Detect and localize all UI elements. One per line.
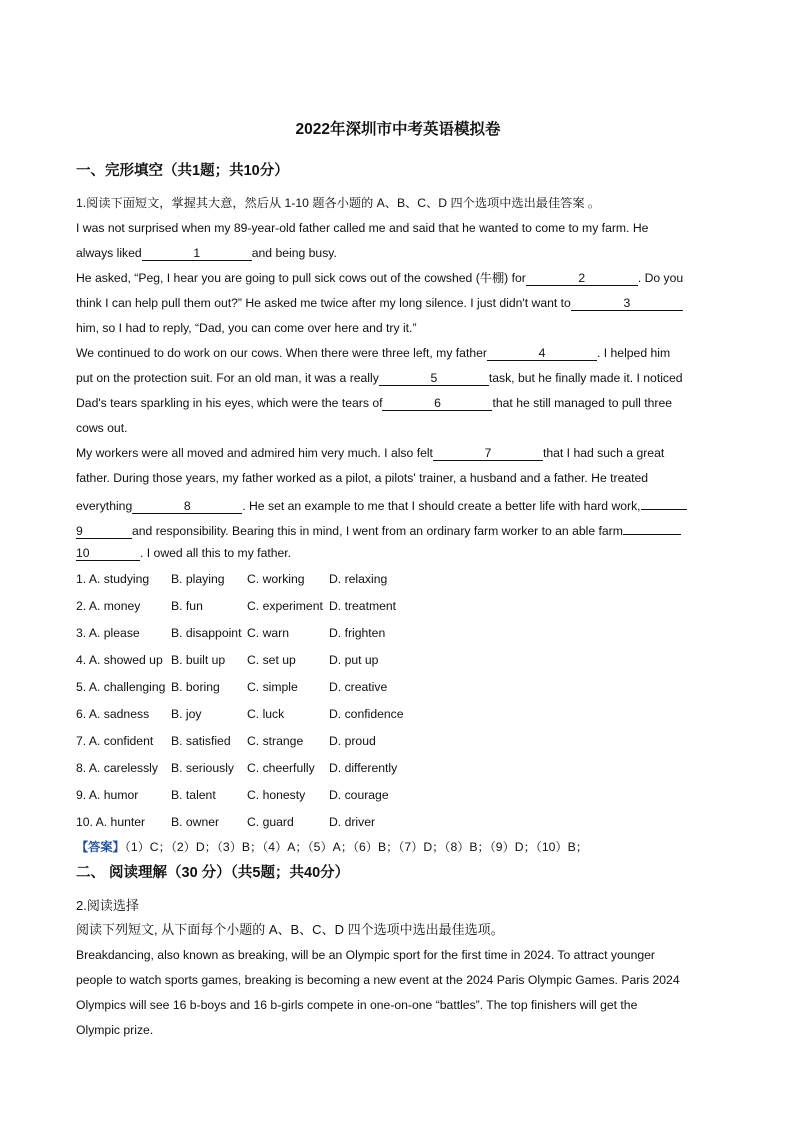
option-choice: 1. A. studying — [76, 572, 150, 586]
option-choice: C. luck — [247, 707, 285, 721]
option-choice: B. fun — [171, 599, 203, 613]
section-heading-reading: 二、 阅读理解（30 分）（共5题；共40分） — [76, 865, 350, 881]
text: We continued to do work on our cows. When there were three left, my father — [76, 346, 487, 360]
option-choice: 4. A. showed up — [76, 653, 163, 667]
blank-9-start — [641, 495, 687, 510]
blank-6: 6 — [382, 396, 492, 411]
option-choice: 3. A. please — [76, 626, 140, 640]
option-choice: D. treatment — [329, 599, 397, 613]
text: and responsibility. Bearing this in mind, I went from an ordinary farm worker to an able farm — [132, 524, 623, 538]
blank-2: 2 — [526, 271, 638, 286]
passage-line: father. During those years, my father worked as a pilot, a pilots' trainer, a husband and a father. He treated — [76, 471, 649, 485]
option-choice: B. built up — [171, 653, 226, 667]
option-row — [76, 733, 720, 749]
option-choice: 10. A. hunter — [76, 815, 146, 829]
reading-question-label: 2.阅读选择 — [76, 898, 139, 913]
answer-tag: 【答案】 — [76, 840, 125, 854]
blank-7: 7 — [433, 446, 543, 461]
text: . I owed all this to my father. — [140, 546, 292, 560]
option-choice: C. honesty — [247, 788, 306, 802]
blank-4: 4 — [487, 346, 597, 361]
option-choice: D. courage — [329, 788, 389, 802]
option-row — [76, 652, 720, 668]
passage-line: Olympic prize. — [76, 1023, 154, 1037]
passage-line: Olympics will see 16 b-boys and 16 b-girls compete in one-on-one “battles”. The top finishers will get the — [76, 998, 638, 1012]
option-row — [76, 787, 720, 803]
text: task, but he finally made it. I noticed — [488, 371, 683, 385]
option-row — [76, 571, 720, 587]
passage-line — [76, 345, 670, 361]
passage-line — [76, 245, 337, 261]
option-choice: D. put up — [329, 653, 379, 667]
text: Dad's tears sparkling in his eyes, which were the tears of — [76, 396, 383, 410]
option-choice: B. owner — [171, 815, 220, 829]
blank-8: 8 — [132, 499, 242, 514]
text: that he still managed to pull three — [492, 396, 673, 410]
option-row — [76, 814, 720, 830]
text: that I had such a great — [542, 446, 665, 460]
passage-line: Breakdancing, also known as breaking, will be an Olympic sport for the first time in 2024. To attract younger — [76, 948, 655, 962]
option-choice: D. proud — [329, 734, 376, 748]
text: always liked — [76, 246, 142, 260]
text: think I can help pull them out?” He asked me twice after my long silence. I just didn't want to — [76, 296, 571, 310]
option-choice: C. experiment — [247, 599, 323, 613]
text: . Do you — [637, 271, 684, 285]
text: and being busy. — [251, 246, 337, 260]
option-choice: 6. A. sadness — [76, 707, 150, 721]
option-choice: B. boring — [171, 680, 220, 694]
answer-text: （1）C；（2）D；（3）B；（4）A；（5）A；（6）B；（7）D；（8）B；（9）D；（10）B； — [124, 840, 588, 854]
blank-3: 3 — [571, 296, 683, 311]
option-row — [76, 760, 720, 776]
passage-line — [76, 520, 681, 539]
answer-line — [76, 839, 588, 855]
option-choice: B. joy — [171, 707, 202, 721]
option-choice: D. frighten — [329, 626, 386, 640]
option-choice: C. set up — [247, 653, 296, 667]
option-choice: D. differently — [329, 761, 398, 775]
option-row — [76, 625, 720, 641]
option-choice: D. relaxing — [329, 572, 388, 586]
text: He asked, “Peg, I hear you are going to pull sick cows out of the cowshed (牛棚) for — [76, 271, 526, 285]
text: My workers were all moved and admired him very much. I also felt — [76, 446, 433, 460]
option-choice: 5. A. challenging — [76, 680, 166, 694]
passage-line: cows out. — [76, 421, 128, 435]
option-row — [76, 679, 720, 695]
option-choice: 7. A. confident — [76, 734, 154, 748]
option-choice: C. warn — [247, 626, 289, 640]
passage-line — [76, 445, 664, 461]
passage-line — [76, 495, 687, 514]
option-choice: 2. A. money — [76, 599, 141, 613]
passage-line: I was not surprised when my 89-year-old father called me and said that he wanted to come to my farm. He — [76, 221, 649, 235]
option-choice: C. guard — [247, 815, 294, 829]
section-heading-cloze: 一、完形填空（共1题；共10分） — [76, 163, 289, 179]
option-choice: C. strange — [247, 734, 304, 748]
text: everything — [76, 499, 133, 513]
option-choice: C. cheerfully — [247, 761, 315, 775]
option-choice: B. satisfied — [171, 734, 231, 748]
option-row — [76, 598, 720, 614]
passage-line — [76, 370, 683, 386]
text: . He set an example to me that I should create a better life with hard work, — [242, 499, 641, 513]
blank-10: 10 — [76, 546, 140, 561]
blank-9: 9 — [76, 524, 132, 539]
option-choice: D. creative — [329, 680, 388, 694]
passage-line — [76, 270, 683, 286]
text: . I helped him — [596, 346, 671, 360]
option-choice: B. talent — [171, 788, 216, 802]
option-choice: B. playing — [171, 572, 225, 586]
page-title: 2022年深圳市中考英语模拟卷 — [295, 121, 501, 138]
blank-5: 5 — [379, 371, 489, 386]
option-choice: 8. A. carelessly — [76, 761, 158, 775]
option-choice: C. working — [247, 572, 305, 586]
option-choice: C. simple — [247, 680, 298, 694]
passage-line — [76, 295, 683, 311]
option-choice: B. disappoint — [171, 626, 242, 640]
blank-10-start — [623, 520, 681, 535]
passage-line — [76, 395, 672, 411]
passage-line — [76, 545, 291, 561]
option-choice: 9. A. humor — [76, 788, 139, 802]
reading-instruction: 阅读下列短文, 从下面每个小题的 A、B、C、D 四个选项中选出最佳选项。 — [76, 922, 504, 937]
option-choice: B. seriously — [171, 761, 234, 775]
text: put on the protection suit. For an old man, it was a really — [76, 371, 379, 385]
option-choice: D. confidence — [329, 707, 404, 721]
cloze-instruction: 1.阅读下面短文，掌握其大意，然后从 1-10 题各小题的 A、B、C、D 四个选项中选出最佳答案 。 — [76, 196, 601, 210]
blank-1: 1 — [142, 246, 252, 261]
passage-line: him, so I had to reply, “Dad, you can come over here and try it.” — [76, 321, 417, 335]
option-row — [76, 706, 720, 722]
option-choice: D. driver — [329, 815, 376, 829]
passage-line: people to watch sports games, breaking is becoming a new event at the 2024 Paris Olympic Games. Paris 2024 — [76, 973, 680, 987]
